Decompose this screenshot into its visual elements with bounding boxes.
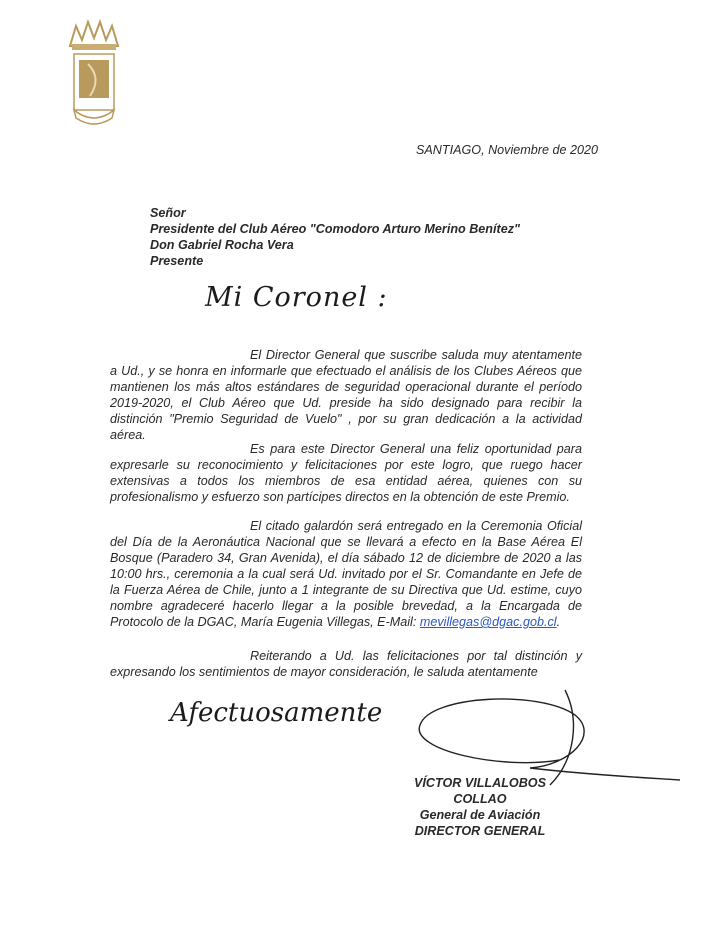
date-line: SANTIAGO, Noviembre de 2020 <box>416 143 598 157</box>
body-paragraph-1: El Director General que suscribe saluda muy atentamente a Ud., y se honra en informarle que efectuado el análisis de los Clubes Aéreos que mantienen los más altos estándares de seguridad operacional durante el período 2019-2020, el Club Aéreo que Ud. preside ha sido designado para recibir la distinción "Premio Seguridad de Vuelo" , por su gran dedicación a la actividad aérea. <box>110 348 582 442</box>
signature-scribble <box>390 680 690 790</box>
signatory-block <box>390 775 570 839</box>
handwritten-closing: Afectuosamente <box>170 698 383 728</box>
email-suffix: . <box>556 615 561 629</box>
recipient-line: Presente <box>150 254 204 268</box>
signatory-rank: General de Aviación <box>419 808 541 822</box>
body-paragraph-3 <box>110 518 582 630</box>
email-link[interactable]: mevillegas@dgac.gob.cl <box>419 615 557 629</box>
recipient-line: Presidente del Club Aéreo "Comodoro Arturo Merino Benítez" <box>150 222 520 236</box>
body-paragraph-4: Reiterando a Ud. las felicitaciones por tal distinción y expresando los sentimientos de mayor consideración, le saluda atentamente <box>110 649 582 679</box>
paragraph-text: El citado galardón será entregado en la Ceremonia Oficial del Día de la Aeronáutica Nacional que se llevará a efecto en la Base Aérea El Bosque (Paradero 34, Gran Avenida), el día sábado 12 de diciembre de 2020 a las 10:00 hrs., ceremonia a la cual será Ud. invitado por el Sr. Comandante en Jefe de la Fuerza Aérea de Chile, junto a 1 integrante de su Directiva que Ud. estime, cuyo nombre agradeceré hacerlo llegar a la posible brevedad, a la Encargada de Protocolo de la DGAC, María Eugenia Villegas, E-Mail: <box>110 519 582 629</box>
recipient-block <box>150 205 520 269</box>
handwritten-salutation: Mi Coronel : <box>205 282 388 313</box>
body-paragraph-2: Es para este Director General una feliz oportunidad para expresarle su reconocimiento y felicitaciones por este logro, que ruego hacer extensivas a todos los miembros de esa entidad aérea, quienes con su profesionalismo y esfuerzo son partícipes directos en la obtención de este Premio. <box>110 442 582 504</box>
signatory-title: DIRECTOR GENERAL <box>414 824 546 838</box>
recipient-line: Don Gabriel Rocha Vera <box>150 238 294 252</box>
recipient-line: Señor <box>150 206 186 220</box>
institution-emblem-logo <box>66 18 122 130</box>
signatory-name: VÍCTOR VILLALOBOS COLLAO <box>413 776 546 806</box>
